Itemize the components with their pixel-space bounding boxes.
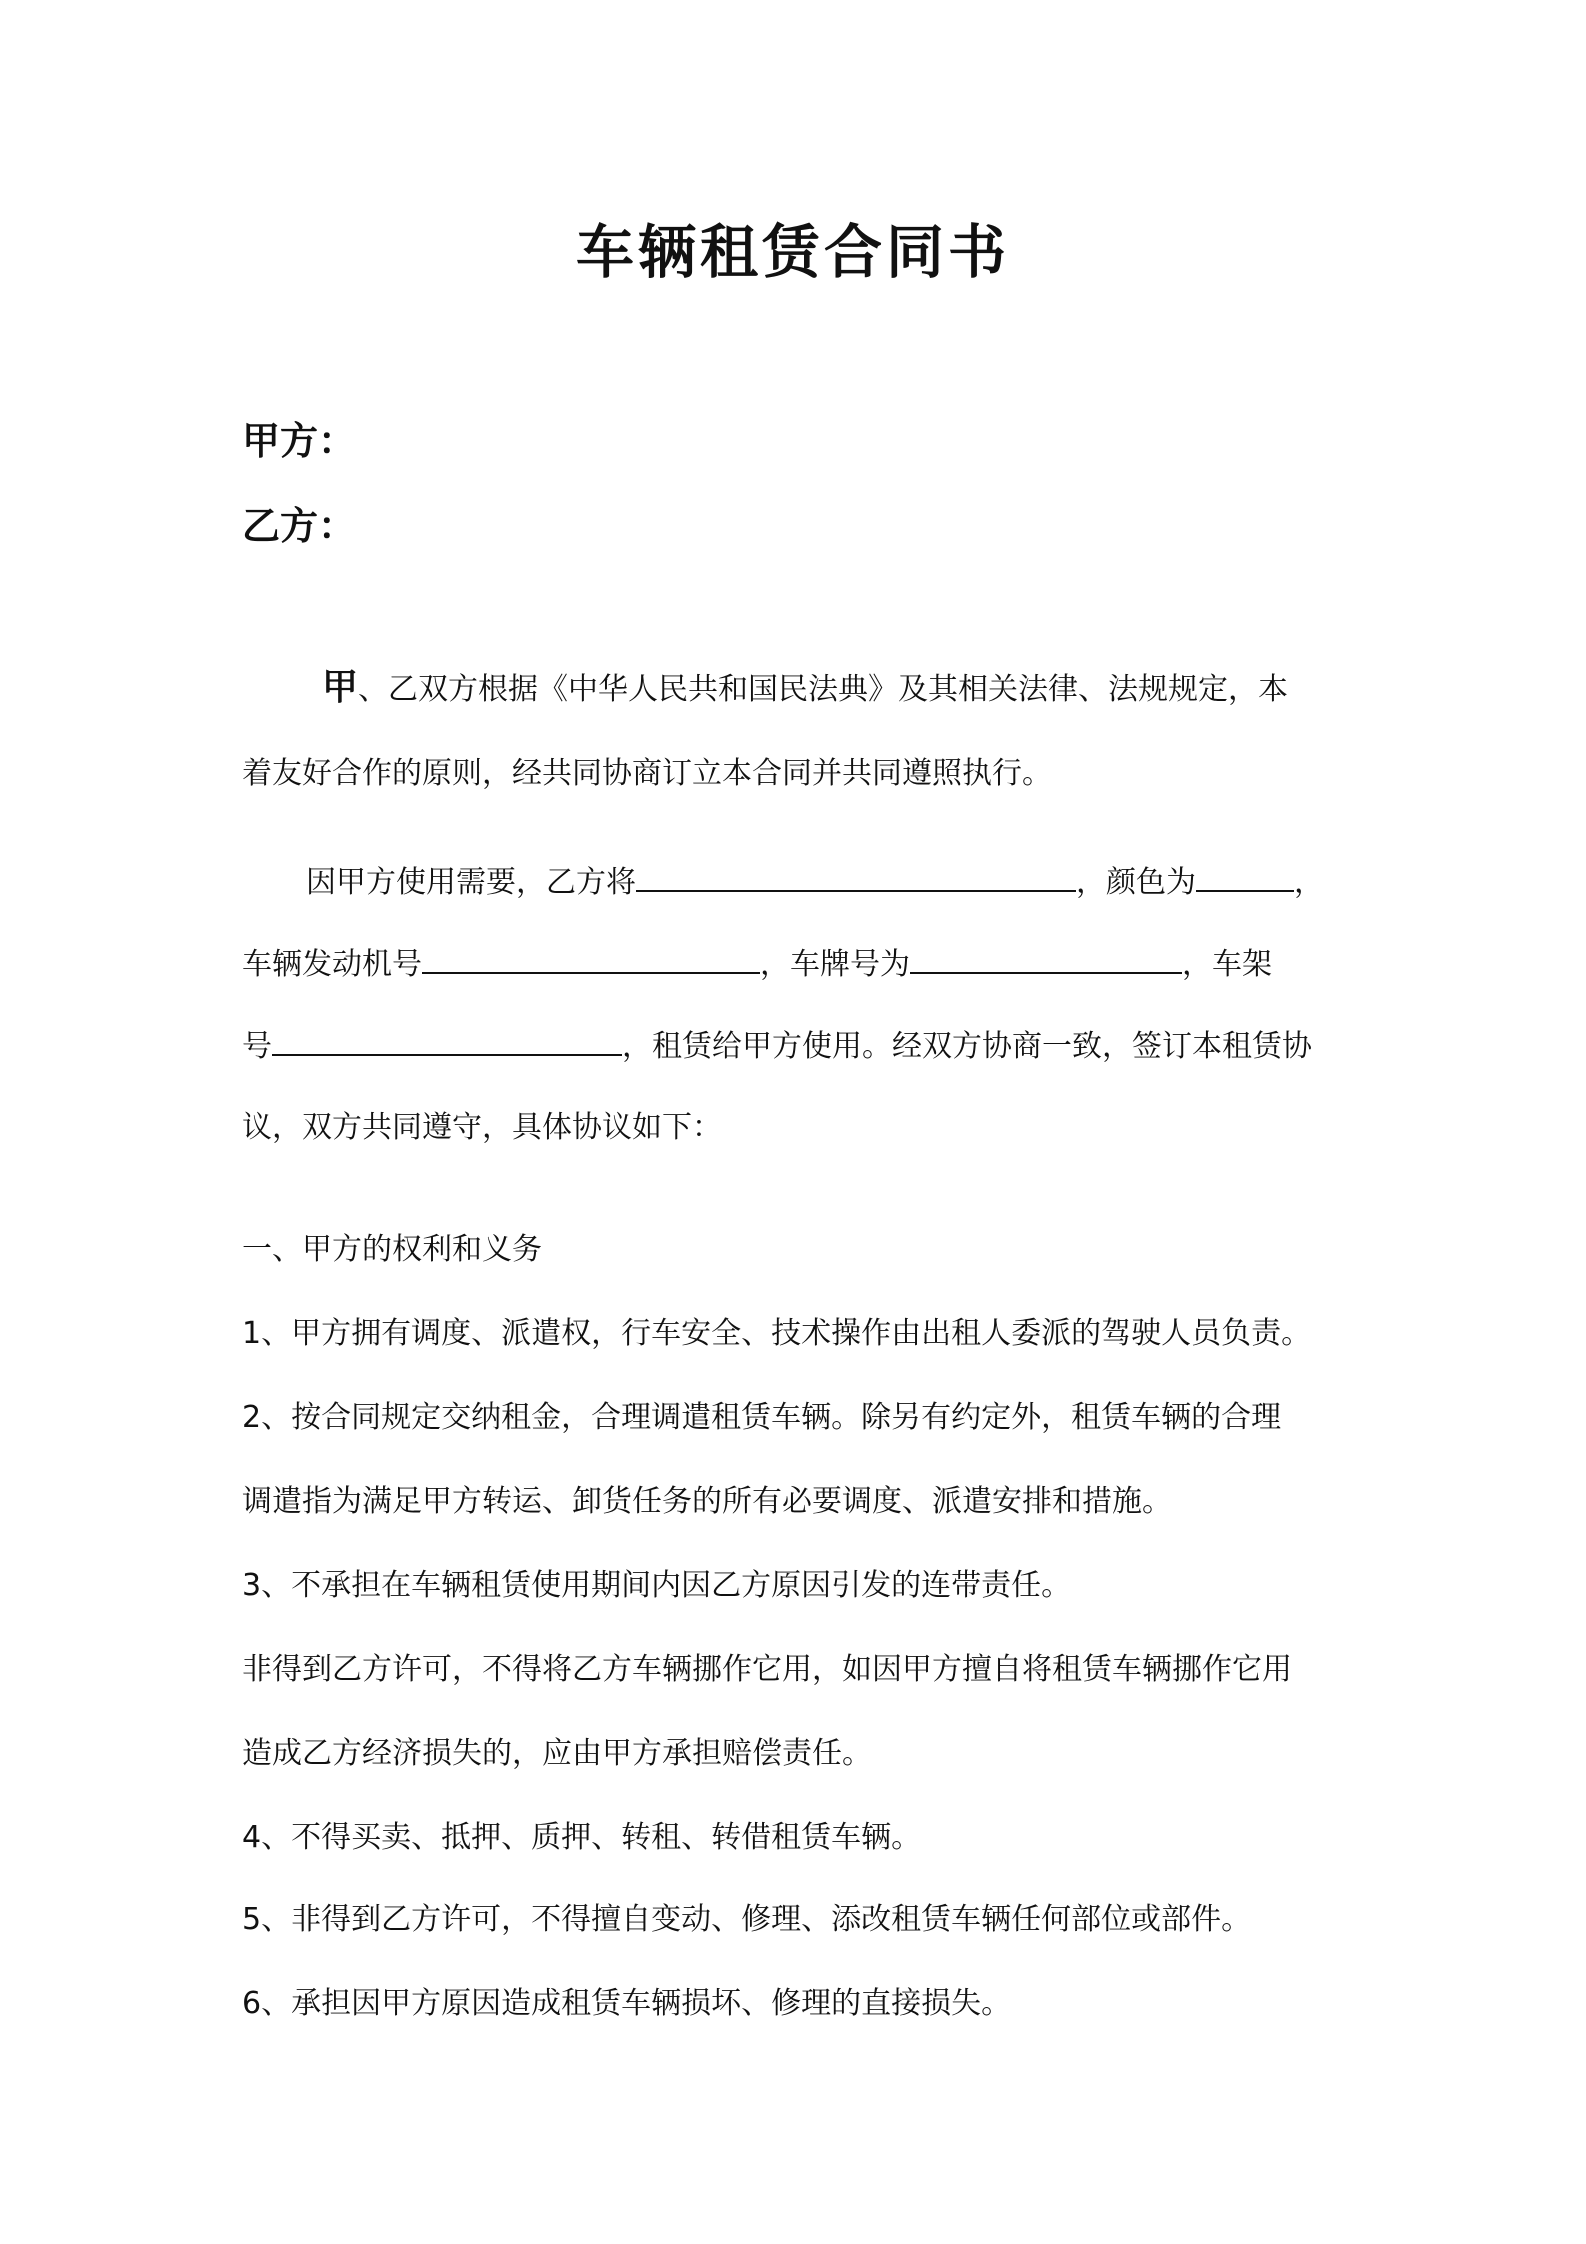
vehicle-line-2-text-b: ，车牌号为 — [760, 947, 910, 982]
vehicle-line-1-text-b: ，颜色为 — [1076, 865, 1196, 900]
frame-number-blank[interactable] — [272, 1024, 622, 1056]
vehicle-line-2-text-c: ，车架 — [1182, 947, 1272, 982]
section-1-line: 造成乙方经济损失的，应由甲方承担赔偿责任。 — [242, 1736, 872, 1771]
section-1-line: 1、甲方拥有调度、派遣权，行车安全、技术操作由出租人委派的驾驶人员负责。 — [242, 1316, 1312, 1351]
section-1-line: 4、不得买卖、抵押、质押、转租、转借租赁车辆。 — [242, 1820, 922, 1855]
section-1-line: 3、不承担在车辆租赁使用期间内因乙方原因引发的连带责任。 — [242, 1568, 1072, 1603]
party-b-label: 乙方： — [242, 504, 357, 548]
preamble-line-1-text: 、乙双方根据《中华人民共和国民法典》及其相关法律、法规规定，本 — [358, 672, 1289, 707]
section-1-line: 5、非得到乙方许可，不得擅自变动、修理、添改租赁车辆任何部位或部件。 — [242, 1902, 1252, 1937]
vehicle-line-3-text-b: ，租赁给甲方使用。经双方协商一致，签订本租赁协 — [622, 1029, 1312, 1064]
preamble-line-2: 着友好合作的原则，经共同协商订立本合同并共同遵照执行。 — [242, 756, 1052, 791]
vehicle-line-2-text-a: 车辆发动机号 — [242, 947, 422, 982]
party-a-label: 甲方： — [242, 419, 357, 463]
vehicle-line-3-text-a: 号 — [242, 1029, 272, 1064]
plate-number-blank[interactable] — [910, 942, 1182, 974]
engine-number-blank[interactable] — [422, 942, 760, 974]
vehicle-line-3 — [242, 1024, 1354, 1067]
preamble-lead-char: 甲 — [322, 667, 359, 708]
vehicle-line-1 — [306, 860, 1418, 903]
vehicle-line-1-text-a: 因甲方使用需要，乙方将 — [306, 865, 636, 900]
vehicle-line-4: 议，双方共同遵守，具体协议如下： — [242, 1110, 722, 1145]
vehicle-model-blank[interactable] — [636, 860, 1076, 892]
section-1-line: 调遣指为满足甲方转运、卸货任务的所有必要调度、派遣安排和措施。 — [242, 1484, 1172, 1519]
section-1-line: 6、承担因甲方原因造成租赁车辆损坏、修理的直接损失。 — [242, 1986, 1012, 2021]
vehicle-line-2 — [242, 942, 1354, 985]
preamble-line-1 — [322, 668, 1434, 710]
section-1-line: 2、按合同规定交纳租金，合理调遣租赁车辆。除另有约定外，租赁车辆的合理 — [242, 1400, 1282, 1435]
vehicle-line-1-text-c: ， — [1294, 865, 1324, 900]
section-1-heading: 一、甲方的权利和义务 — [242, 1232, 542, 1267]
document-title: 车辆租赁合同书 — [575, 218, 1010, 286]
vehicle-color-blank[interactable] — [1196, 860, 1294, 892]
section-1-line: 非得到乙方许可，不得将乙方车辆挪作它用，如因甲方擅自将租赁车辆挪作它用 — [242, 1652, 1292, 1687]
